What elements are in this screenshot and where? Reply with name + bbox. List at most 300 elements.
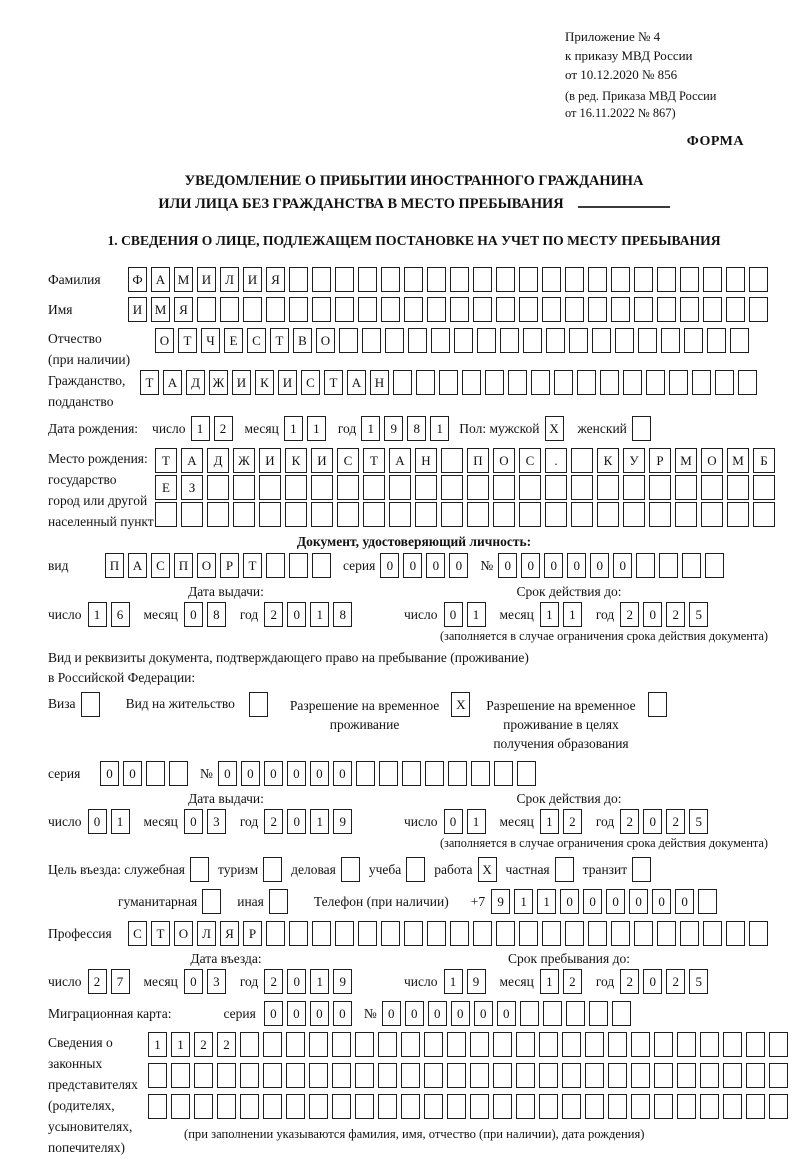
char-cell[interactable]: А: [181, 448, 203, 473]
char-cell[interactable]: [441, 475, 463, 500]
char-cell[interactable]: [746, 1032, 765, 1057]
char-cell[interactable]: 1: [540, 969, 559, 994]
char-cell[interactable]: [441, 502, 463, 527]
char-cell[interactable]: Е: [155, 475, 177, 500]
char-cell[interactable]: 0: [287, 1001, 306, 1026]
char-cell[interactable]: [233, 475, 255, 500]
char-cell[interactable]: [726, 297, 745, 322]
char-cell[interactable]: 1: [540, 809, 559, 834]
char-cell[interactable]: [415, 502, 437, 527]
char-cell[interactable]: [240, 1094, 259, 1119]
char-cell[interactable]: [81, 692, 100, 717]
char-cell[interactable]: [680, 921, 699, 946]
char-cell[interactable]: [356, 761, 375, 786]
char-cell[interactable]: [337, 475, 359, 500]
char-cell[interactable]: И: [259, 448, 281, 473]
char-cell[interactable]: [611, 921, 630, 946]
char-cell[interactable]: 1: [514, 889, 533, 914]
char-cell[interactable]: 2: [217, 1032, 236, 1057]
char-cell[interactable]: [715, 370, 734, 395]
char-cell[interactable]: [542, 267, 561, 292]
char-cell[interactable]: [608, 1063, 627, 1088]
char-cell[interactable]: [634, 267, 653, 292]
char-cell[interactable]: [462, 370, 481, 395]
char-cell[interactable]: [427, 267, 446, 292]
char-cell[interactable]: Т: [155, 448, 177, 473]
char-cell[interactable]: [454, 328, 473, 353]
char-cell[interactable]: [612, 1001, 631, 1026]
char-cell[interactable]: [588, 921, 607, 946]
char-cell[interactable]: [520, 1001, 539, 1026]
char-cell[interactable]: [730, 328, 749, 353]
char-cell[interactable]: [311, 502, 333, 527]
char-cell[interactable]: [669, 370, 688, 395]
char-cell[interactable]: [447, 1094, 466, 1119]
char-cell[interactable]: 0: [333, 1001, 352, 1026]
char-cell[interactable]: [608, 1032, 627, 1057]
char-cell[interactable]: [496, 297, 515, 322]
char-cell[interactable]: [519, 502, 541, 527]
char-cell[interactable]: [335, 297, 354, 322]
char-cell[interactable]: 2: [264, 809, 283, 834]
char-cell[interactable]: Л: [220, 267, 239, 292]
char-cell[interactable]: 0: [629, 889, 648, 914]
char-cell[interactable]: X: [451, 692, 470, 717]
char-cell[interactable]: [378, 1063, 397, 1088]
char-cell[interactable]: 1: [191, 416, 210, 441]
char-cell[interactable]: О: [155, 328, 174, 353]
char-cell[interactable]: 8: [407, 416, 426, 441]
char-cell[interactable]: [148, 1063, 167, 1088]
char-cell[interactable]: 0: [643, 809, 662, 834]
char-cell[interactable]: [467, 502, 489, 527]
char-cell[interactable]: [181, 502, 203, 527]
char-cell[interactable]: [450, 297, 469, 322]
char-cell[interactable]: [194, 1063, 213, 1088]
char-cell[interactable]: [682, 553, 701, 578]
char-cell[interactable]: [220, 297, 239, 322]
char-cell[interactable]: 2: [563, 969, 582, 994]
char-cell[interactable]: [677, 1094, 696, 1119]
char-cell[interactable]: М: [727, 448, 749, 473]
char-cell[interactable]: [592, 328, 611, 353]
char-cell[interactable]: 0: [310, 1001, 329, 1026]
char-cell[interactable]: [769, 1094, 788, 1119]
char-cell[interactable]: [425, 761, 444, 786]
char-cell[interactable]: 1: [467, 602, 486, 627]
char-cell[interactable]: 0: [444, 602, 463, 627]
char-cell[interactable]: 0: [264, 761, 283, 786]
char-cell[interactable]: [631, 1063, 650, 1088]
char-cell[interactable]: [585, 1032, 604, 1057]
char-cell[interactable]: 0: [264, 1001, 283, 1026]
char-cell[interactable]: [473, 921, 492, 946]
char-cell[interactable]: 3: [207, 809, 226, 834]
char-cell[interactable]: [539, 1063, 558, 1088]
char-cell[interactable]: 0: [184, 969, 203, 994]
char-cell[interactable]: [649, 475, 671, 500]
char-cell[interactable]: [516, 1063, 535, 1088]
char-cell[interactable]: [657, 267, 676, 292]
char-cell[interactable]: [571, 475, 593, 500]
char-cell[interactable]: [171, 1063, 190, 1088]
char-cell[interactable]: 1: [310, 969, 329, 994]
char-cell[interactable]: [240, 1032, 259, 1057]
char-cell[interactable]: [470, 1032, 489, 1057]
char-cell[interactable]: [516, 1032, 535, 1057]
char-cell[interactable]: Т: [178, 328, 197, 353]
char-cell[interactable]: [289, 921, 308, 946]
char-cell[interactable]: [500, 328, 519, 353]
char-cell[interactable]: [406, 857, 425, 882]
char-cell[interactable]: [753, 502, 775, 527]
char-cell[interactable]: [632, 857, 651, 882]
char-cell[interactable]: [632, 416, 651, 441]
char-cell[interactable]: [493, 1063, 512, 1088]
char-cell[interactable]: 1: [537, 889, 556, 914]
char-cell[interactable]: [312, 297, 331, 322]
char-cell[interactable]: [701, 475, 723, 500]
char-cell[interactable]: [404, 297, 423, 322]
char-cell[interactable]: 2: [264, 602, 283, 627]
char-cell[interactable]: [542, 921, 561, 946]
char-cell[interactable]: И: [197, 267, 216, 292]
char-cell[interactable]: [661, 328, 680, 353]
char-cell[interactable]: [363, 502, 385, 527]
char-cell[interactable]: 1: [361, 416, 380, 441]
char-cell[interactable]: 5: [689, 602, 708, 627]
char-cell[interactable]: Д: [186, 370, 205, 395]
char-cell[interactable]: 0: [560, 889, 579, 914]
char-cell[interactable]: [631, 1032, 650, 1057]
char-cell[interactable]: А: [128, 553, 147, 578]
char-cell[interactable]: [508, 370, 527, 395]
char-cell[interactable]: [562, 1032, 581, 1057]
char-cell[interactable]: А: [151, 267, 170, 292]
char-cell[interactable]: [649, 502, 671, 527]
char-cell[interactable]: [389, 502, 411, 527]
char-cell[interactable]: 0: [643, 969, 662, 994]
char-cell[interactable]: Т: [363, 448, 385, 473]
char-cell[interactable]: [611, 267, 630, 292]
char-cell[interactable]: [289, 267, 308, 292]
char-cell[interactable]: [266, 297, 285, 322]
char-cell[interactable]: 2: [194, 1032, 213, 1057]
char-cell[interactable]: [565, 297, 584, 322]
char-cell[interactable]: [285, 502, 307, 527]
char-cell[interactable]: [470, 1063, 489, 1088]
char-cell[interactable]: [381, 921, 400, 946]
char-cell[interactable]: [286, 1032, 305, 1057]
char-cell[interactable]: [675, 475, 697, 500]
char-cell[interactable]: [565, 267, 584, 292]
char-cell[interactable]: [312, 921, 331, 946]
char-cell[interactable]: 9: [491, 889, 510, 914]
char-cell[interactable]: [471, 761, 490, 786]
char-cell[interactable]: 0: [451, 1001, 470, 1026]
char-cell[interactable]: [703, 921, 722, 946]
char-cell[interactable]: [727, 502, 749, 527]
char-cell[interactable]: Р: [220, 553, 239, 578]
char-cell[interactable]: [746, 1094, 765, 1119]
char-cell[interactable]: 0: [444, 809, 463, 834]
char-cell[interactable]: [473, 297, 492, 322]
char-cell[interactable]: И: [278, 370, 297, 395]
char-cell[interactable]: [266, 553, 285, 578]
char-cell[interactable]: 9: [333, 809, 352, 834]
char-cell[interactable]: [636, 553, 655, 578]
char-cell[interactable]: [207, 475, 229, 500]
char-cell[interactable]: [496, 921, 515, 946]
char-cell[interactable]: 1: [284, 416, 303, 441]
char-cell[interactable]: [749, 921, 768, 946]
char-cell[interactable]: [363, 475, 385, 500]
char-cell[interactable]: 0: [613, 553, 632, 578]
char-cell[interactable]: [519, 267, 538, 292]
char-cell[interactable]: Д: [207, 448, 229, 473]
char-cell[interactable]: 2: [666, 969, 685, 994]
char-cell[interactable]: [703, 267, 722, 292]
char-cell[interactable]: 8: [333, 602, 352, 627]
char-cell[interactable]: О: [701, 448, 723, 473]
char-cell[interactable]: [684, 328, 703, 353]
char-cell[interactable]: [523, 328, 542, 353]
char-cell[interactable]: 0: [497, 1001, 516, 1026]
char-cell[interactable]: И: [311, 448, 333, 473]
char-cell[interactable]: [615, 328, 634, 353]
char-cell[interactable]: 0: [606, 889, 625, 914]
char-cell[interactable]: Т: [243, 553, 262, 578]
char-cell[interactable]: П: [105, 553, 124, 578]
char-cell[interactable]: [404, 921, 423, 946]
char-cell[interactable]: 0: [428, 1001, 447, 1026]
char-cell[interactable]: Т: [140, 370, 159, 395]
char-cell[interactable]: 0: [333, 761, 352, 786]
char-cell[interactable]: [263, 1094, 282, 1119]
char-cell[interactable]: 0: [287, 761, 306, 786]
char-cell[interactable]: [259, 502, 281, 527]
char-cell[interactable]: [555, 857, 574, 882]
char-cell[interactable]: [769, 1032, 788, 1057]
char-cell[interactable]: [447, 1063, 466, 1088]
char-cell[interactable]: [638, 328, 657, 353]
char-cell[interactable]: [341, 857, 360, 882]
char-cell[interactable]: 0: [382, 1001, 401, 1026]
char-cell[interactable]: [339, 328, 358, 353]
char-cell[interactable]: 0: [380, 553, 399, 578]
char-cell[interactable]: [585, 1094, 604, 1119]
char-cell[interactable]: В: [293, 328, 312, 353]
char-cell[interactable]: Т: [151, 921, 170, 946]
char-cell[interactable]: С: [151, 553, 170, 578]
char-cell[interactable]: [496, 267, 515, 292]
char-cell[interactable]: [385, 328, 404, 353]
char-cell[interactable]: [401, 1032, 420, 1057]
char-cell[interactable]: X: [478, 857, 497, 882]
char-cell[interactable]: [171, 1094, 190, 1119]
char-cell[interactable]: 0: [449, 553, 468, 578]
char-cell[interactable]: [698, 889, 717, 914]
char-cell[interactable]: [623, 475, 645, 500]
char-cell[interactable]: О: [493, 448, 515, 473]
char-cell[interactable]: [727, 475, 749, 500]
char-cell[interactable]: [207, 502, 229, 527]
char-cell[interactable]: [286, 1094, 305, 1119]
char-cell[interactable]: С: [301, 370, 320, 395]
char-cell[interactable]: 0: [218, 761, 237, 786]
char-cell[interactable]: 1: [563, 602, 582, 627]
char-cell[interactable]: [588, 297, 607, 322]
char-cell[interactable]: О: [197, 553, 216, 578]
char-cell[interactable]: [448, 761, 467, 786]
char-cell[interactable]: А: [163, 370, 182, 395]
char-cell[interactable]: [408, 328, 427, 353]
char-cell[interactable]: Ж: [209, 370, 228, 395]
char-cell[interactable]: [477, 328, 496, 353]
char-cell[interactable]: [539, 1094, 558, 1119]
char-cell[interactable]: 8: [207, 602, 226, 627]
char-cell[interactable]: Ж: [233, 448, 255, 473]
char-cell[interactable]: [355, 1094, 374, 1119]
char-cell[interactable]: [146, 761, 165, 786]
char-cell[interactable]: [680, 267, 699, 292]
char-cell[interactable]: 1: [88, 602, 107, 627]
char-cell[interactable]: И: [232, 370, 251, 395]
char-cell[interactable]: Н: [370, 370, 389, 395]
char-cell[interactable]: [289, 297, 308, 322]
char-cell[interactable]: К: [285, 448, 307, 473]
char-cell[interactable]: [202, 889, 221, 914]
char-cell[interactable]: О: [174, 921, 193, 946]
char-cell[interactable]: [723, 1094, 742, 1119]
char-cell[interactable]: [577, 370, 596, 395]
char-cell[interactable]: П: [174, 553, 193, 578]
char-cell[interactable]: [424, 1094, 443, 1119]
char-cell[interactable]: [588, 267, 607, 292]
char-cell[interactable]: 0: [403, 553, 422, 578]
char-cell[interactable]: [473, 267, 492, 292]
char-cell[interactable]: И: [243, 267, 262, 292]
char-cell[interactable]: 6: [111, 602, 130, 627]
char-cell[interactable]: 0: [123, 761, 142, 786]
char-cell[interactable]: 9: [384, 416, 403, 441]
char-cell[interactable]: Ф: [128, 267, 147, 292]
char-cell[interactable]: [569, 328, 588, 353]
char-cell[interactable]: [289, 553, 308, 578]
char-cell[interactable]: [312, 553, 331, 578]
char-cell[interactable]: [194, 1094, 213, 1119]
char-cell[interactable]: [424, 1032, 443, 1057]
char-cell[interactable]: 2: [88, 969, 107, 994]
char-cell[interactable]: 1: [111, 809, 130, 834]
char-cell[interactable]: [286, 1063, 305, 1088]
char-cell[interactable]: 1: [310, 809, 329, 834]
char-cell[interactable]: [309, 1094, 328, 1119]
char-cell[interactable]: [337, 502, 359, 527]
char-cell[interactable]: [554, 370, 573, 395]
char-cell[interactable]: С: [128, 921, 147, 946]
char-cell[interactable]: Р: [649, 448, 671, 473]
char-cell[interactable]: [769, 1063, 788, 1088]
char-cell[interactable]: [217, 1063, 236, 1088]
char-cell[interactable]: [427, 921, 446, 946]
char-cell[interactable]: 0: [521, 553, 540, 578]
char-cell[interactable]: [358, 297, 377, 322]
char-cell[interactable]: [263, 857, 282, 882]
char-cell[interactable]: [623, 502, 645, 527]
char-cell[interactable]: [309, 1032, 328, 1057]
char-cell[interactable]: [450, 921, 469, 946]
char-cell[interactable]: 0: [287, 809, 306, 834]
char-cell[interactable]: С: [519, 448, 541, 473]
char-cell[interactable]: [707, 328, 726, 353]
char-cell[interactable]: 0: [405, 1001, 424, 1026]
char-cell[interactable]: [749, 297, 768, 322]
char-cell[interactable]: 5: [689, 969, 708, 994]
char-cell[interactable]: [654, 1032, 673, 1057]
char-cell[interactable]: С: [337, 448, 359, 473]
char-cell[interactable]: [738, 370, 757, 395]
char-cell[interactable]: [269, 889, 288, 914]
char-cell[interactable]: Е: [224, 328, 243, 353]
char-cell[interactable]: 0: [583, 889, 602, 914]
char-cell[interactable]: [439, 370, 458, 395]
char-cell[interactable]: 0: [675, 889, 694, 914]
char-cell[interactable]: [677, 1032, 696, 1057]
char-cell[interactable]: А: [347, 370, 366, 395]
char-cell[interactable]: О: [316, 328, 335, 353]
char-cell[interactable]: [700, 1032, 719, 1057]
char-cell[interactable]: [700, 1063, 719, 1088]
char-cell[interactable]: 0: [426, 553, 445, 578]
char-cell[interactable]: [585, 1063, 604, 1088]
char-cell[interactable]: 7: [111, 969, 130, 994]
char-cell[interactable]: [631, 1094, 650, 1119]
char-cell[interactable]: [701, 502, 723, 527]
char-cell[interactable]: [155, 502, 177, 527]
char-cell[interactable]: 2: [620, 969, 639, 994]
char-cell[interactable]: [362, 328, 381, 353]
char-cell[interactable]: [493, 1032, 512, 1057]
char-cell[interactable]: [654, 1094, 673, 1119]
char-cell[interactable]: [393, 370, 412, 395]
char-cell[interactable]: [378, 1032, 397, 1057]
char-cell[interactable]: [381, 297, 400, 322]
char-cell[interactable]: [389, 475, 411, 500]
char-cell[interactable]: [233, 502, 255, 527]
char-cell[interactable]: [519, 475, 541, 500]
char-cell[interactable]: 2: [666, 809, 685, 834]
char-cell[interactable]: 1: [430, 416, 449, 441]
char-cell[interactable]: [311, 475, 333, 500]
char-cell[interactable]: 0: [310, 761, 329, 786]
char-cell[interactable]: [597, 475, 619, 500]
char-cell[interactable]: [169, 761, 188, 786]
char-cell[interactable]: М: [174, 267, 193, 292]
char-cell[interactable]: Л: [197, 921, 216, 946]
char-cell[interactable]: 0: [241, 761, 260, 786]
char-cell[interactable]: [217, 1094, 236, 1119]
char-cell[interactable]: [753, 475, 775, 500]
char-cell[interactable]: 0: [544, 553, 563, 578]
char-cell[interactable]: [608, 1094, 627, 1119]
char-cell[interactable]: [447, 1032, 466, 1057]
char-cell[interactable]: [266, 921, 285, 946]
char-cell[interactable]: [597, 502, 619, 527]
char-cell[interactable]: [571, 502, 593, 527]
char-cell[interactable]: [415, 475, 437, 500]
char-cell[interactable]: [427, 297, 446, 322]
